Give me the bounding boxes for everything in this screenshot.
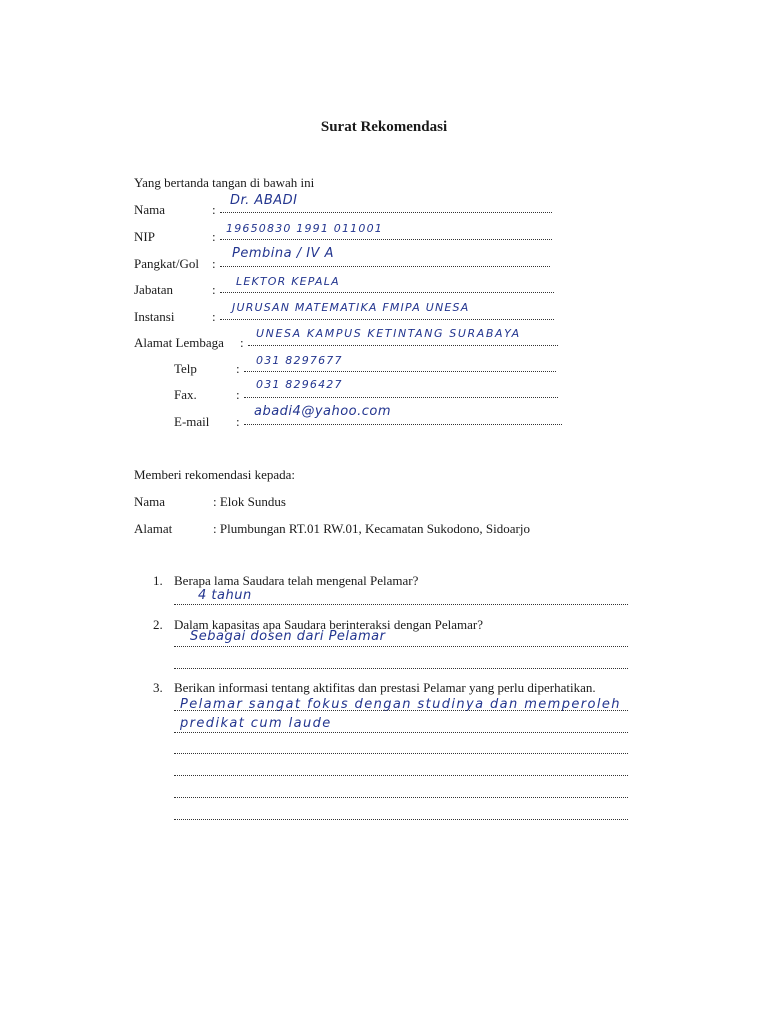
question-2-text: Dalam kapasitas apa Saudara berinteraksi dengan Pelamar?	[174, 617, 483, 632]
nip-handwritten-value: 19650830 1991 011001	[226, 222, 383, 235]
question-3-answer-line-4	[174, 775, 628, 776]
question-1-handwritten-answer: 4 tahun	[198, 588, 252, 603]
question-3-text: Berikan informasi tentang aktifitas dan prestasi Pelamar yang perlu diperhatikan.	[174, 680, 596, 695]
intro-text: Yang bertanda tangan di bawah ini	[134, 175, 315, 190]
question-3-answer-line-5	[174, 797, 628, 798]
nip-dotted-line	[220, 239, 552, 240]
pangkat-colon: :	[212, 256, 216, 271]
nip-colon: :	[212, 229, 216, 244]
alamat-lembaga-dotted-line	[248, 345, 558, 346]
jabatan-handwritten-value: LEKTOR KEPALA	[236, 275, 340, 288]
nama-colon: :	[212, 202, 216, 217]
pangkat-handwritten-value: Pembina / IV A	[232, 246, 334, 261]
fax-label: Fax.	[174, 387, 197, 402]
question-1-text: Berapa lama Saudara telah mengenal Pelamar?	[174, 573, 419, 588]
telp-dotted-line	[244, 371, 556, 372]
jabatan-dotted-line	[220, 292, 554, 293]
jabatan-colon: :	[212, 282, 216, 297]
instansi-dotted-line	[220, 319, 554, 320]
question-3-answer-line-1	[174, 710, 628, 711]
alamat-lembaga-handwritten-value: UNESA KAMPUS KETINTANG SURABAYA	[256, 327, 521, 340]
recipient-heading: Memberi rekomendasi kepada:	[134, 467, 295, 482]
document-title: Surat Rekomendasi	[320, 119, 448, 135]
question-3-number: 3.	[153, 680, 163, 695]
telp-label: Telp	[174, 361, 197, 376]
email-label: E-mail	[174, 414, 210, 429]
instansi-colon: :	[212, 309, 216, 324]
alamat-lembaga-colon: :	[240, 335, 244, 350]
instansi-handwritten-value: JURUSAN MATEMATIKA FMIPA UNESA	[232, 301, 470, 314]
question-3-answer-line-3	[174, 753, 628, 754]
email-colon: :	[236, 414, 240, 429]
email-handwritten-value: abadi4@yahoo.com	[254, 404, 392, 419]
fax-colon: :	[236, 387, 240, 402]
recipient-alamat-label: Alamat	[134, 521, 173, 536]
recipient-nama-label: Nama	[134, 494, 166, 509]
alamat-lembaga-label: Alamat Lembaga	[134, 335, 224, 350]
recipient-alamat-value: : Plumbungan RT.01 RW.01, Kecamatan Sukodono, Sidoarjo	[213, 521, 530, 536]
nama-handwritten-value: Dr. ABADI	[230, 193, 298, 208]
question-3-answer-line-2	[174, 732, 628, 733]
question-3-handwritten-answer-line-1: Pelamar sangat fokus dengan studinya dan memperoleh	[180, 697, 621, 712]
nama-label: Nama	[134, 202, 166, 217]
question-2-answer-line-2	[174, 668, 628, 669]
pangkat-label: Pangkat/Gol	[134, 256, 199, 271]
question-1-answer-line	[174, 604, 628, 605]
fax-handwritten-value: 031 8296427	[256, 378, 343, 391]
recipient-nama-value: : Elok Sundus	[213, 494, 286, 509]
jabatan-label: Jabatan	[134, 282, 173, 297]
fax-dotted-line	[244, 397, 558, 398]
question-2-answer-line-1	[174, 646, 628, 647]
nip-label: NIP	[134, 229, 155, 244]
email-dotted-line	[244, 424, 562, 425]
telp-handwritten-value: 031 8297677	[256, 354, 343, 367]
question-2-handwritten-answer: Sebagai dosen dari Pelamar	[190, 629, 386, 644]
question-1-number: 1.	[153, 573, 163, 588]
question-2-number: 2.	[153, 617, 163, 632]
pangkat-dotted-line	[220, 266, 550, 267]
question-3-answer-line-6	[174, 819, 628, 820]
telp-colon: :	[236, 361, 240, 376]
question-3-handwritten-answer-line-2: predikat cum laude	[180, 716, 332, 731]
nama-dotted-line	[220, 212, 552, 213]
instansi-label: Instansi	[134, 309, 175, 324]
